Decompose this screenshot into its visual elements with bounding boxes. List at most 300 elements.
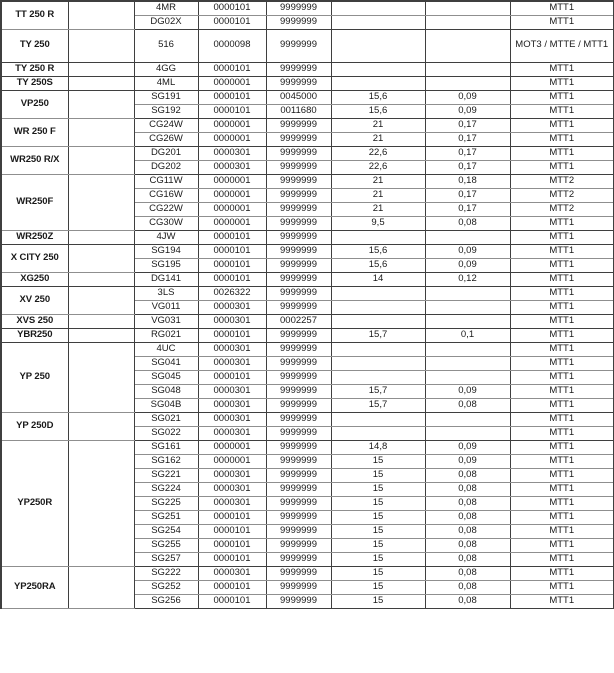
code-cell: 516	[134, 29, 198, 62]
model-name-cell: XV 250	[1, 286, 68, 314]
value2-cell	[425, 356, 510, 370]
value2-cell: 0,08	[425, 524, 510, 538]
table-row	[1, 90, 614, 104]
serial-from-cell: 0000001	[198, 132, 266, 146]
serial-to-cell: 9999999	[266, 272, 331, 286]
code-cell: SG222	[134, 566, 198, 580]
code-cell: CG22W	[134, 202, 198, 216]
code-cell: 4JW	[134, 230, 198, 244]
value2-cell: 0,17	[425, 146, 510, 160]
value1-cell: 15	[331, 538, 425, 552]
type-cell: MTT1	[510, 314, 614, 328]
serial-to-cell: 9999999	[266, 412, 331, 426]
code-cell: SG251	[134, 510, 198, 524]
serial-to-cell: 9999999	[266, 468, 331, 482]
value2-cell	[425, 412, 510, 426]
spacer-cell	[68, 272, 134, 286]
table-row	[1, 286, 614, 300]
code-cell: SG04B	[134, 398, 198, 412]
serial-from-cell: 0000301	[198, 314, 266, 328]
type-cell: MTT1	[510, 440, 614, 454]
spacer-cell	[68, 412, 134, 440]
serial-to-cell: 9999999	[266, 76, 331, 90]
type-cell: MTT1	[510, 300, 614, 314]
serial-to-cell: 9999999	[266, 454, 331, 468]
serial-to-cell: 9999999	[266, 342, 331, 356]
value1-cell: 9,5	[331, 216, 425, 230]
type-cell: MTT2	[510, 188, 614, 202]
type-cell: MTT1	[510, 454, 614, 468]
code-cell: SG254	[134, 524, 198, 538]
type-cell: MTT1	[510, 356, 614, 370]
value1-cell: 21	[331, 188, 425, 202]
type-cell: MTT1	[510, 160, 614, 174]
type-cell: MTT1	[510, 594, 614, 608]
serial-to-cell: 9999999	[266, 440, 331, 454]
type-cell: MTT1	[510, 398, 614, 412]
table-row	[1, 118, 614, 132]
serial-to-cell: 9999999	[266, 356, 331, 370]
serial-from-cell: 0000101	[198, 580, 266, 594]
serial-to-cell: 9999999	[266, 244, 331, 258]
spacer-cell	[68, 62, 134, 76]
serial-from-cell: 0000301	[198, 342, 266, 356]
serial-to-cell: 9999999	[266, 594, 331, 608]
type-cell: MTT1	[510, 216, 614, 230]
value1-cell	[331, 342, 425, 356]
serial-to-cell: 9999999	[266, 118, 331, 132]
model-name-cell: XG250	[1, 272, 68, 286]
type-cell: MTT1	[510, 146, 614, 160]
code-cell: CG30W	[134, 216, 198, 230]
value2-cell: 0,08	[425, 398, 510, 412]
serial-from-cell: 0000001	[198, 76, 266, 90]
value1-cell: 15,7	[331, 398, 425, 412]
type-cell: MTT1	[510, 426, 614, 440]
code-cell: CG26W	[134, 132, 198, 146]
value2-cell	[425, 62, 510, 76]
spacer-cell	[68, 174, 134, 230]
value1-cell: 15	[331, 510, 425, 524]
value2-cell	[425, 300, 510, 314]
value1-cell	[331, 356, 425, 370]
serial-from-cell: 0000101	[198, 538, 266, 552]
table-row	[1, 1, 614, 15]
code-cell: SG224	[134, 482, 198, 496]
serial-from-cell: 0000101	[198, 370, 266, 384]
spacer-cell	[68, 342, 134, 412]
serial-to-cell: 9999999	[266, 524, 331, 538]
value1-cell	[331, 15, 425, 29]
serial-to-cell: 9999999	[266, 15, 331, 29]
spacer-cell	[68, 314, 134, 328]
value2-cell: 0,09	[425, 258, 510, 272]
model-name-cell: YBR250	[1, 328, 68, 342]
model-name-cell: YP250RA	[1, 566, 68, 608]
value2-cell: 0,1	[425, 328, 510, 342]
model-name-cell: TT 250 R	[1, 1, 68, 29]
serial-to-cell: 9999999	[266, 286, 331, 300]
value1-cell: 21	[331, 118, 425, 132]
value1-cell: 15	[331, 496, 425, 510]
serial-from-cell: 0000001	[198, 118, 266, 132]
serial-to-cell: 9999999	[266, 300, 331, 314]
serial-from-cell: 0000101	[198, 104, 266, 118]
value2-cell: 0,09	[425, 384, 510, 398]
value2-cell: 0,17	[425, 132, 510, 146]
serial-from-cell: 0000101	[198, 524, 266, 538]
model-name-cell: WR 250 F	[1, 118, 68, 146]
type-cell: MTT1	[510, 104, 614, 118]
serial-from-cell: 0000101	[198, 552, 266, 566]
code-cell: DG02X	[134, 15, 198, 29]
model-name-cell: YP 250D	[1, 412, 68, 440]
serial-to-cell: 9999999	[266, 258, 331, 272]
spacer-cell	[68, 566, 134, 608]
type-cell: MTT1	[510, 286, 614, 300]
serial-to-cell: 9999999	[266, 538, 331, 552]
table-row	[1, 29, 614, 62]
value2-cell	[425, 286, 510, 300]
serial-from-cell: 0000301	[198, 398, 266, 412]
value2-cell: 0,08	[425, 538, 510, 552]
value2-cell: 0,17	[425, 160, 510, 174]
serial-from-cell: 0000101	[198, 62, 266, 76]
value1-cell	[331, 286, 425, 300]
spacer-cell	[68, 230, 134, 244]
code-cell: 4GG	[134, 62, 198, 76]
model-name-cell: YP 250	[1, 342, 68, 412]
value2-cell	[425, 230, 510, 244]
code-cell: CG24W	[134, 118, 198, 132]
value1-cell	[331, 230, 425, 244]
serial-from-cell: 0000101	[198, 328, 266, 342]
value1-cell: 15	[331, 552, 425, 566]
value1-cell: 15	[331, 566, 425, 580]
model-name-cell: TY 250S	[1, 76, 68, 90]
serial-from-cell: 0000301	[198, 412, 266, 426]
serial-from-cell: 0000101	[198, 244, 266, 258]
spacer-cell	[68, 440, 134, 566]
code-cell: SG162	[134, 454, 198, 468]
type-cell: MTT1	[510, 342, 614, 356]
serial-to-cell: 9999999	[266, 552, 331, 566]
value2-cell	[425, 370, 510, 384]
serial-to-cell: 0011680	[266, 104, 331, 118]
value1-cell	[331, 62, 425, 76]
spacer-cell	[68, 76, 134, 90]
table-row	[1, 328, 614, 342]
value2-cell	[425, 342, 510, 356]
value2-cell: 0,08	[425, 580, 510, 594]
type-cell: MTT1	[510, 580, 614, 594]
code-cell: SG195	[134, 258, 198, 272]
serial-from-cell: 0000001	[198, 216, 266, 230]
value1-cell	[331, 370, 425, 384]
serial-to-cell: 9999999	[266, 398, 331, 412]
serial-from-cell: 0000301	[198, 146, 266, 160]
serial-to-cell: 9999999	[266, 482, 331, 496]
code-cell: SG256	[134, 594, 198, 608]
type-cell: MTT1	[510, 118, 614, 132]
type-cell: MTT2	[510, 202, 614, 216]
serial-from-cell: 0000101	[198, 594, 266, 608]
value1-cell: 15	[331, 468, 425, 482]
code-cell: 3LS	[134, 286, 198, 300]
value2-cell: 0,17	[425, 118, 510, 132]
type-cell: MTT1	[510, 258, 614, 272]
serial-to-cell: 9999999	[266, 146, 331, 160]
code-cell: SG021	[134, 412, 198, 426]
value2-cell: 0,12	[425, 272, 510, 286]
serial-to-cell: 9999999	[266, 496, 331, 510]
type-cell: MTT1	[510, 62, 614, 76]
value2-cell: 0,08	[425, 566, 510, 580]
value2-cell	[425, 1, 510, 15]
table-row	[1, 244, 614, 258]
code-cell: SG048	[134, 384, 198, 398]
type-cell: MTT1	[510, 566, 614, 580]
code-cell: SG194	[134, 244, 198, 258]
table-row	[1, 146, 614, 160]
value1-cell	[331, 426, 425, 440]
serial-to-cell: 9999999	[266, 328, 331, 342]
type-cell: MTT1	[510, 15, 614, 29]
value2-cell	[425, 15, 510, 29]
type-cell: MTT1	[510, 230, 614, 244]
value1-cell: 21	[331, 174, 425, 188]
serial-to-cell: 9999999	[266, 230, 331, 244]
spacer-cell	[68, 286, 134, 314]
type-cell: MTT1	[510, 524, 614, 538]
serial-to-cell: 9999999	[266, 188, 331, 202]
value1-cell: 15,6	[331, 244, 425, 258]
code-cell: SG255	[134, 538, 198, 552]
value2-cell	[425, 76, 510, 90]
value2-cell: 0,09	[425, 90, 510, 104]
serial-from-cell: 0000301	[198, 482, 266, 496]
type-cell: MTT1	[510, 90, 614, 104]
spacer-cell	[68, 146, 134, 174]
code-cell: 4UC	[134, 342, 198, 356]
serial-from-cell: 0026322	[198, 286, 266, 300]
type-cell: MTT1	[510, 76, 614, 90]
serial-from-cell: 0000301	[198, 300, 266, 314]
serial-to-cell: 9999999	[266, 1, 331, 15]
type-cell: MTT1	[510, 496, 614, 510]
code-cell: VG011	[134, 300, 198, 314]
value1-cell: 15	[331, 594, 425, 608]
value2-cell: 0,09	[425, 454, 510, 468]
code-cell: CG11W	[134, 174, 198, 188]
code-cell: SG221	[134, 468, 198, 482]
type-cell: MTT1	[510, 328, 614, 342]
value2-cell: 0,09	[425, 440, 510, 454]
model-name-cell: WR250Z	[1, 230, 68, 244]
model-name-cell: VP250	[1, 90, 68, 118]
value1-cell: 15	[331, 580, 425, 594]
serial-from-cell: 0000301	[198, 496, 266, 510]
code-cell: 4MR	[134, 1, 198, 15]
serial-from-cell: 0000001	[198, 174, 266, 188]
serial-to-cell: 9999999	[266, 566, 331, 580]
serial-to-cell: 9999999	[266, 160, 331, 174]
serial-to-cell: 9999999	[266, 510, 331, 524]
serial-from-cell: 0000001	[198, 188, 266, 202]
value1-cell	[331, 412, 425, 426]
serial-to-cell: 9999999	[266, 29, 331, 62]
value1-cell: 15,6	[331, 258, 425, 272]
serial-from-cell: 0000301	[198, 426, 266, 440]
spacer-cell	[68, 29, 134, 62]
table-row	[1, 314, 614, 328]
table-row	[1, 76, 614, 90]
value1-cell: 15,7	[331, 328, 425, 342]
serial-from-cell: 0000101	[198, 15, 266, 29]
value1-cell	[331, 76, 425, 90]
value2-cell: 0,08	[425, 468, 510, 482]
value1-cell	[331, 29, 425, 62]
code-cell: CG16W	[134, 188, 198, 202]
type-cell: MTT1	[510, 510, 614, 524]
value1-cell: 15	[331, 454, 425, 468]
table-row	[1, 566, 614, 580]
code-cell: SG192	[134, 104, 198, 118]
value2-cell	[425, 29, 510, 62]
serial-from-cell: 0000001	[198, 454, 266, 468]
serial-from-cell: 0000301	[198, 384, 266, 398]
value1-cell: 15,7	[331, 384, 425, 398]
serial-from-cell: 0000301	[198, 356, 266, 370]
type-cell: MTT1	[510, 412, 614, 426]
code-cell: SG045	[134, 370, 198, 384]
model-name-cell: TY 250	[1, 29, 68, 62]
serial-from-cell: 0000101	[198, 90, 266, 104]
code-cell: RG021	[134, 328, 198, 342]
value1-cell: 22,6	[331, 146, 425, 160]
serial-to-cell: 9999999	[266, 174, 331, 188]
serial-from-cell: 0000101	[198, 272, 266, 286]
model-name-cell: XVS 250	[1, 314, 68, 328]
code-cell: VG031	[134, 314, 198, 328]
table-row	[1, 342, 614, 356]
type-cell: MOT3 / MTTE / MTT1	[510, 29, 614, 62]
value2-cell	[425, 314, 510, 328]
serial-from-cell: 0000001	[198, 202, 266, 216]
serial-from-cell: 0000098	[198, 29, 266, 62]
value2-cell: 0,08	[425, 496, 510, 510]
model-name-cell: YP250R	[1, 440, 68, 566]
value1-cell	[331, 300, 425, 314]
spacer-cell	[68, 244, 134, 272]
value2-cell: 0,09	[425, 104, 510, 118]
type-cell: MTT1	[510, 1, 614, 15]
code-cell: SG252	[134, 580, 198, 594]
serial-from-cell: 0000001	[198, 440, 266, 454]
code-cell: SG191	[134, 90, 198, 104]
serial-from-cell: 0000301	[198, 160, 266, 174]
value1-cell: 15	[331, 524, 425, 538]
table-body	[1, 1, 614, 608]
serial-to-cell: 9999999	[266, 216, 331, 230]
serial-to-cell: 9999999	[266, 62, 331, 76]
serial-to-cell: 0045000	[266, 90, 331, 104]
table-row	[1, 174, 614, 188]
serial-to-cell: 9999999	[266, 580, 331, 594]
type-cell: MTT1	[510, 132, 614, 146]
value1-cell: 21	[331, 202, 425, 216]
code-cell: DG201	[134, 146, 198, 160]
code-cell: SG225	[134, 496, 198, 510]
value1-cell: 22,6	[331, 160, 425, 174]
spacer-cell	[68, 118, 134, 146]
value1-cell: 15	[331, 482, 425, 496]
type-cell: MTT1	[510, 272, 614, 286]
code-cell: DG141	[134, 272, 198, 286]
code-cell: DG202	[134, 160, 198, 174]
value2-cell: 0,18	[425, 174, 510, 188]
serial-to-cell: 9999999	[266, 384, 331, 398]
table-row	[1, 440, 614, 454]
serial-to-cell: 9999999	[266, 370, 331, 384]
code-cell: SG022	[134, 426, 198, 440]
code-cell: SG161	[134, 440, 198, 454]
table-row	[1, 412, 614, 426]
value2-cell: 0,17	[425, 188, 510, 202]
type-cell: MTT1	[510, 468, 614, 482]
serial-to-cell: 9999999	[266, 426, 331, 440]
value2-cell: 0,08	[425, 594, 510, 608]
type-cell: MTT1	[510, 244, 614, 258]
model-name-cell: X CITY 250	[1, 244, 68, 272]
value2-cell	[425, 426, 510, 440]
serial-from-cell: 0000101	[198, 510, 266, 524]
table-row	[1, 62, 614, 76]
model-name-cell: WR250 R/X	[1, 146, 68, 174]
table-row	[1, 272, 614, 286]
serial-from-cell: 0000101	[198, 1, 266, 15]
type-cell: MTT2	[510, 174, 614, 188]
code-cell: 4ML	[134, 76, 198, 90]
spacer-cell	[68, 328, 134, 342]
code-cell: SG041	[134, 356, 198, 370]
serial-from-cell: 0000101	[198, 230, 266, 244]
type-cell: MTT1	[510, 384, 614, 398]
value1-cell: 15,6	[331, 104, 425, 118]
serial-to-cell: 9999999	[266, 132, 331, 146]
model-name-cell: TY 250 R	[1, 62, 68, 76]
value1-cell: 15,6	[331, 90, 425, 104]
value1-cell	[331, 1, 425, 15]
value1-cell	[331, 314, 425, 328]
type-cell: MTT1	[510, 482, 614, 496]
model-name-cell: WR250F	[1, 174, 68, 230]
value1-cell: 21	[331, 132, 425, 146]
spacer-cell	[68, 1, 134, 29]
serial-from-cell: 0000301	[198, 468, 266, 482]
code-cell: SG257	[134, 552, 198, 566]
serial-from-cell: 0000101	[198, 258, 266, 272]
value1-cell: 14,8	[331, 440, 425, 454]
value2-cell: 0,08	[425, 216, 510, 230]
type-cell: MTT1	[510, 370, 614, 384]
value2-cell: 0,08	[425, 552, 510, 566]
value2-cell: 0,08	[425, 510, 510, 524]
type-cell: MTT1	[510, 538, 614, 552]
value1-cell: 14	[331, 272, 425, 286]
serial-to-cell: 0002257	[266, 314, 331, 328]
value2-cell: 0,08	[425, 482, 510, 496]
